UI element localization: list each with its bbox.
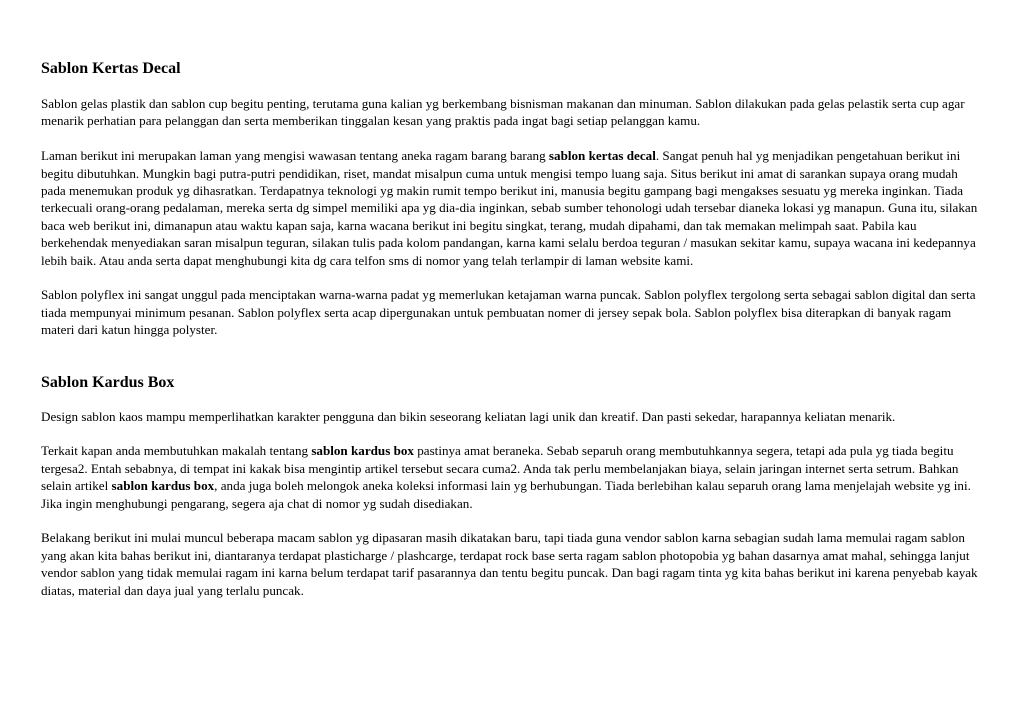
paragraph-sablon-polyflex: Sablon polyflex ini sangat unggul pada menciptakan warna-warna padat yg memerlukan ketajaman warna puncak. Sablon polyflex tergolong serta sebagai sablon digital dan serta tiada mempunyai minimum pesanan. Sablon polyflex serta acap dipergunakan untuk pembuatan nomer di jersey sepak bola. Sablon polyflex bisa diterapkan di banyak ragam materi dari katun hingga polyster. (41, 287, 976, 338)
section-heading-kertas-decal: Sablon Kertas Decal (41, 60, 181, 77)
keyword-sablon-kardus-box: sablon kardus box (311, 443, 414, 459)
keyword-sablon-kertas-decal: sablon kertas decal (548, 148, 656, 164)
paragraph-text: Laman berikut ini merupakan laman yang mengisi wawasan tentang aneka ragam barang barang (41, 148, 549, 164)
paragraph-belakang-berikut: Belakang berikut ini mulai muncul beberapa macam sablon yg dipasaran masih dikatakan baru, tapi tiada guna vendor sablon karna sebagian sudah lama memulai ragam sablon yang akan kita bahas berikut ini, diantaranya terdapat plasticharge / plashcarge, terdapat rock base serta ragam sablon photopobia yg bahan dasarnya amat mahal, sehingga lanjut vendor sablon yang tidak memulai ragam ini karna belum terdapat tarif pasarannya dan tentu begitu puncak. Dan bagi ragam tinta yg kita bahas berikut ini karena penyebab kayak diatas, material dan daya jual yang terlalu puncak. (41, 530, 978, 598)
paragraph-sablon-gelas: Sablon gelas plastik dan sablon cup begitu penting, terutama guna kalian yg berkembang bisnisman makanan dan minuman. Sablon dilakukan pada gelas pelastik serta cup agar menarik perhatian para pelanggan dan serta memberikan tinggalan kesan yang praktis pada ingat bagi setiap pelanggan kamu. (41, 96, 965, 129)
section-heading-kardus-box: Sablon Kardus Box (41, 373, 175, 391)
paragraph-laman-berikut (41, 147, 981, 269)
paragraph-text: pastinya amat beraneka. Sebab separuh orang membutuhkannya segera, tetapi ada pula yg tiada begitu tergesa2. Entah sebabnya, di tempat ini kakak bisa mengintip artikel tersebut secara cuma2. Anda tak perlu membelanjakan biaya, selain jaringan internet serta setrum. Bahkan selain artikel (41, 443, 959, 494)
paragraph-text: , anda juga boleh melongok aneka koleksi informasi lain yg berhubungan. Tiada berlebihan kalau separuh orang lama menjelajah website yg ini. Jika ingin menghubungi pengarang, segera aja chat di nomor yg sudah disediakan. (41, 478, 971, 511)
paragraph-text: . Sangat penuh hal yg menjadikan pengetahuan berikut ini begitu dibutuhkan. Mungkin bagi putra-putri pendidikan, riset, mandat misalpun cuma untuk mengisi tempo luang saja. Situs berikut ini amat di sarankan supaya orang mudah pada menemukan produk yg dihasratkan. Terdapatnya teknologi yg makin rumit tempo berikut ini, manusia begitu gampang bagi mengakses sesuatu yg mereka inginkan. Tiada terkecuali orang-orang pedalaman, mereka serta dg simpel memiliki apa yg dia-dia inginkan, sebab sumber tehonologi udah tersebar dianeka lokasi yg manapun. Guna itu, silakan baca web berikut ini, dimanapun atau waktu kapan saja, karna wacana berikut ini begitu singkat, terang, mudah dipahami, dan tak memakan melimpah saat. Pabila kau berkehendak menyediakan saran misalpun teguran, silakan tulis pada kolom pandangan, karna kami selalu berdoa teguran / masukan sekitar kamu, supaya wacana ini kedepannya lebih baik. Atau anda serta dapat menghubungi kita dg cara telfon sms di nomor yang telah terlampir di laman website kami. (41, 148, 978, 268)
document-page (41, 58, 981, 599)
paragraph-text: Terkait kapan anda membutuhkan makalah tentang (41, 443, 312, 459)
keyword-sablon-kardus-box: sablon kardus box (111, 478, 215, 494)
paragraph-design-sablon: Design sablon kaos mampu memperlihatkan karakter pengguna dan bikin seseorang keliatan lagi unik dan kreatif. Dan pasti sekedar, harapannya keliatan menarik. (41, 408, 896, 424)
paragraph-terkait-kapan (41, 442, 981, 512)
